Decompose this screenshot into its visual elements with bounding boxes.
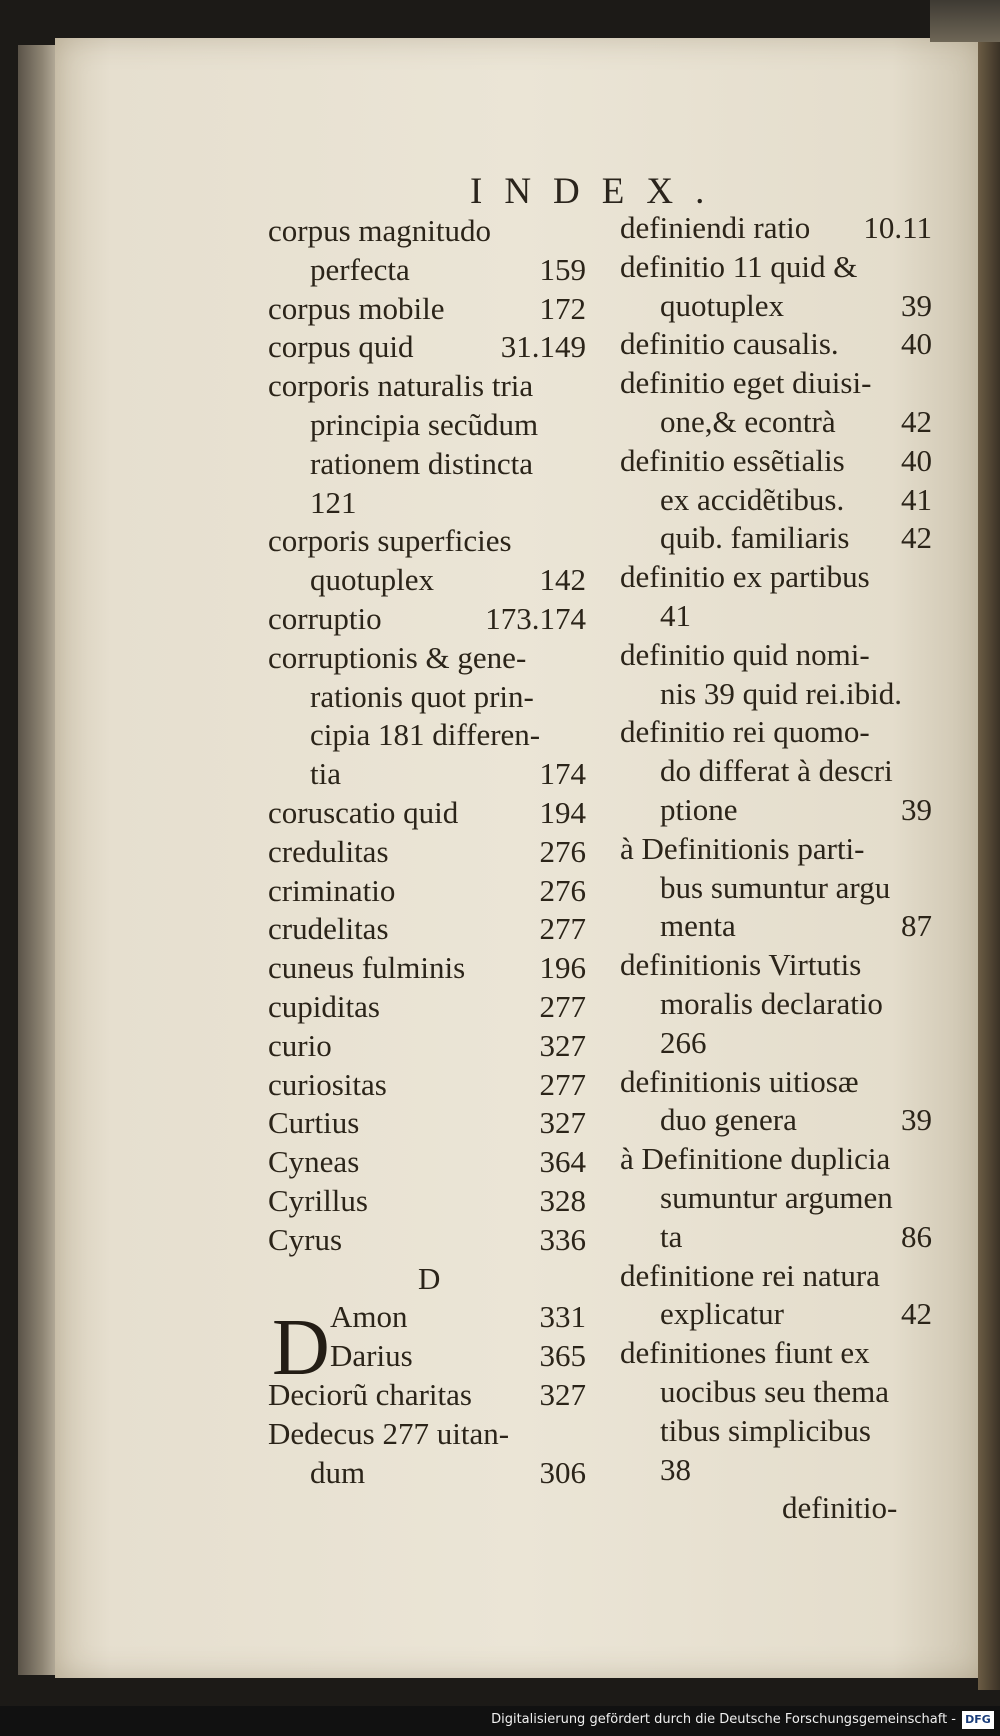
index-entry-text: do differat à descri [660,753,893,789]
index-entry-text: Deciorũ charitas [268,1377,472,1412]
index-entry [620,1413,932,1451]
index-entry-text: definitio 11 quid & [620,248,858,284]
index-entry [268,1261,586,1299]
index-entry [620,908,932,946]
index-entry [620,482,932,520]
index-entry-page: 196 [539,950,586,986]
index-entry-page: 173.174 [485,601,586,636]
book-corner [930,0,1000,42]
footer-credit: Digitalisierung gefördert durch die Deutsche Forschungsgemeinschaft - [491,1712,956,1727]
index-entry-page: 277 [539,911,586,947]
index-entry-page: 364 [539,1144,586,1180]
index-entry-page: 174 [539,756,586,792]
book-right-edge [978,30,1000,1690]
index-entry-page: 328 [539,1183,586,1218]
index-entry-text: rationis quot prin- [310,678,534,714]
index-entry [620,870,932,908]
index-entry [268,1455,586,1493]
index-entry-page: 365 [539,1338,586,1374]
index-entry-text: tibus simplicibus [660,1412,871,1448]
index-entry-text: cipia 181 differen- [310,717,541,753]
index-entry [620,831,932,869]
index-entry-page: 276 [539,872,586,908]
index-entry [268,717,586,755]
index-entry-text: Cyrus [268,1221,343,1257]
index-entry-page: 39 [901,792,932,827]
index-entry-page: 31.149 [500,329,586,365]
index-entry-text: bus sumuntur argu [660,869,891,905]
index-entry [268,1416,586,1454]
index-entry [268,1222,586,1260]
index-entry-page: 40 [901,326,932,362]
index-entry-text: definitionis Virtutis [620,947,862,983]
index-entry-text: moralis declaratio [660,986,883,1021]
index-entry-page: 194 [539,795,586,830]
index-entry [620,1025,932,1063]
index-entry-text: corruptio [268,601,382,636]
index-entry-text: ta [660,1218,683,1254]
index-entry-text: 41 [660,598,691,633]
index-entry-text: Cyneas [268,1144,360,1180]
index-entry [620,1258,932,1296]
index-entry [620,520,932,558]
index-entry-text: definitionis uitiosæ [620,1063,859,1099]
index-entry-page: 41 [901,481,932,517]
index-entry [620,1335,932,1373]
index-entry-page: 331 [539,1299,586,1335]
index-entry [268,1105,586,1143]
index-entry-text: rationem distincta [310,445,533,481]
index-entry-text: menta [660,908,736,944]
index-entry-text: 266 [660,1024,707,1060]
drop-capital: D [272,1304,330,1392]
index-entry-text: nis 39 quid rei.ibid. [660,675,902,711]
index-entry-text: curio [268,1027,332,1063]
index-entry-text: corpus magnitudo [268,213,491,248]
index-entry-text: D [418,1260,441,1296]
dfg-logo: DFG [962,1711,994,1729]
index-entry-page: 42 [901,1296,932,1332]
page-title: INDEX. [470,171,727,212]
index-entry [620,986,932,1024]
index-entry-page: 40 [901,442,932,478]
index-entry [620,210,932,248]
index-entry [268,834,586,872]
index-entry-text: Amon [330,1299,408,1335]
index-entry [268,1067,586,1105]
index-entry [620,1374,932,1412]
index-entry-text: cupiditas [268,989,380,1024]
index-entry-text: definitio ex partibus [620,559,870,595]
index-entry-text: crudelitas [268,911,389,947]
index-entry [620,249,932,287]
index-entry [268,795,586,833]
index-entry-page: 277 [539,1066,586,1102]
index-entry [268,291,586,329]
index-entry [268,485,586,523]
index-entry-text: corporis superficies [268,523,512,559]
index-entry-text: ex accidẽtibus. [660,481,845,517]
index-entry [620,1296,932,1334]
index-entry [268,252,586,290]
index-entry-text: one,& econtrà [660,404,836,439]
index-entry-text: cuneus fulminis [268,950,466,986]
index-entry-text: Curtius [268,1105,360,1141]
index-entry [268,1028,586,1066]
index-entry [620,1452,932,1490]
index-entry [620,1064,932,1102]
index-entry-text: coruscatio quid [268,795,459,830]
index-entry-page: 277 [539,989,586,1024]
index-entry-page: 42 [901,520,932,556]
index-entry [268,213,586,251]
index-entry [268,950,586,988]
index-entry-page: 306 [539,1454,586,1490]
index-entry [268,1144,586,1182]
index-entry-text: Dedecus 277 uitan- [268,1415,510,1451]
index-entry [268,601,586,639]
index-entry-text: corpus mobile [268,290,445,326]
index-entry-page: 39 [901,1102,932,1138]
index-entry-text: curiositas [268,1066,387,1102]
index-entry [620,792,932,830]
index-entry-text: Darius [330,1338,413,1374]
index-entry-text: perfecta [310,251,410,287]
index-entry-text: definitio essẽtialis [620,442,845,478]
index-entry-text: quotuplex [310,562,434,598]
index-entry-page: 276 [539,833,586,869]
index-entry [620,753,932,791]
digitization-footer [0,1706,1000,1736]
index-entry [620,404,932,442]
index-entry [268,640,586,678]
index-entry-text: definitio causalis. [620,326,839,362]
index-entry [268,679,586,717]
index-entry-page: 142 [539,562,586,598]
index-entry-page: 159 [539,251,586,287]
index-entry-text: definitione rei natura [620,1257,880,1293]
index-entry [268,1183,586,1221]
index-entry-text: à Definitionis parti- [620,830,865,866]
index-entry-text: definitio quid nomi- [620,636,870,672]
index-entry-text: uocibus seu thema [660,1374,890,1409]
index-entry-page: 86 [901,1218,932,1254]
index-entry [620,559,932,597]
index-entry-page: 327 [539,1377,586,1412]
index-entry [268,329,586,367]
index-entry-text: dum [310,1454,366,1490]
index-entry-text: corpus quid [268,329,414,365]
index-entry-text: definiendi ratio [620,210,811,245]
index-entry [620,443,932,481]
index-entry-text: sumuntur argumen [660,1180,893,1215]
index-entry-text: explicatur [660,1296,784,1332]
index-entry [620,598,932,636]
index-entry-text: criminatio [268,872,396,908]
index-entry [268,989,586,1027]
index-entry-text: definitio eget diuisi- [620,365,872,401]
index-entry [620,714,932,752]
index-entry-text: tia [310,756,341,792]
index-entry [268,368,586,406]
index-entry-page: 327 [539,1027,586,1063]
index-entry [268,446,586,484]
index-entry [620,1180,932,1218]
index-entry [268,756,586,794]
index-entry-text: corruptionis & gene- [268,639,527,675]
index-entry-text: ptione [660,792,738,827]
index-entry-text: corporis naturalis tria [268,368,534,404]
index-entry [620,1219,932,1257]
index-entry [268,562,586,600]
index-entry-text: definitio rei quomo- [620,714,870,750]
index-entry [620,637,932,675]
index-entry-page: 39 [901,287,932,323]
index-entry [620,947,932,985]
index-entry-page: 42 [901,404,932,439]
index-entry-page: 172 [539,290,586,326]
book-left-edge [18,45,58,1675]
index-entry-page: 87 [901,908,932,944]
index-entry-text: à Definitione duplicia [620,1141,891,1177]
index-entry-page: 336 [539,1221,586,1257]
index-entry-page: 10.11 [863,210,932,245]
index-entry-text: Cyrillus [268,1183,368,1218]
index-entry-text: duo genera [660,1102,797,1138]
index-entry [268,873,586,911]
index-entry-text: 38 [660,1451,691,1487]
index-entry-page: 327 [539,1105,586,1141]
index-entry [620,1102,932,1140]
index-entry [620,326,932,364]
catchword: definitio- [782,1490,898,1525]
index-entry-text: quotuplex [660,287,784,323]
index-entry [620,365,932,403]
index-entry [620,288,932,326]
index-entry [268,911,586,949]
index-entry [268,523,586,561]
index-entry-text: quib. familiaris [660,520,850,556]
index-entry-text: definitiones fiunt ex [620,1335,870,1371]
index-entry [268,407,586,445]
index-entry-text: credulitas [268,833,389,869]
index-entry-text: principia secũdum [310,407,539,442]
index-entry-text: 121 [310,484,357,520]
index-entry [620,1141,932,1179]
index-entry [620,676,932,714]
